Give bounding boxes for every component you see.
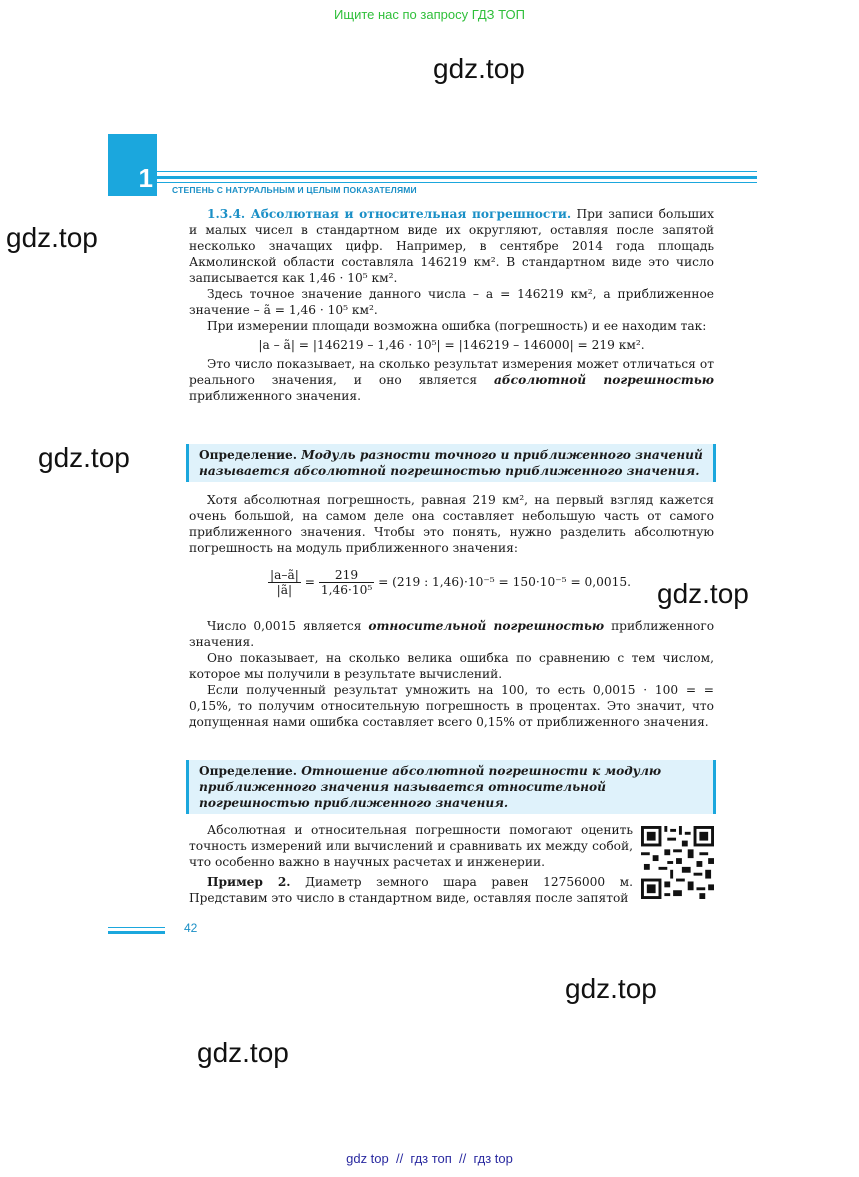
paragraph: Оно показывает, на сколько велика ошибка по сравнению с тем числом, которое мы получили в результате вычислений.	[189, 651, 714, 681]
watermark: gdz.top	[197, 1037, 289, 1068]
watermark: gdz.top	[433, 53, 525, 84]
header-rule	[157, 182, 757, 183]
definition-text: Отношение абсолютной погрешности к модулю приближенного значения называется относительной погрешностью приближенного значения.	[199, 764, 662, 810]
paragraph: При записи больших и малых чисел в стандартном виде их округляют, оставляя после запятой несколько значащих цифр. Например, в сентябре 2014 года площадь Акмолинской области составляла 146219 км². В стандартном виде это число записывается как 1,46 · 10⁵ км².	[189, 207, 714, 285]
watermark: gdz.top	[38, 442, 130, 473]
paragraph: Диаметр земного шара равен 12756000 м. Представим это число в стандартном виде, оставляя после запятой	[189, 875, 633, 905]
chapter-number: 1	[138, 163, 153, 193]
watermark: gdz.top	[657, 578, 749, 609]
section-body	[189, 492, 714, 556]
example-label: Пример 2.	[207, 875, 291, 889]
definition-box	[186, 760, 716, 814]
section-body	[189, 822, 633, 906]
section-heading: 1.3.4. Абсолютная и относительная погрешности.	[207, 207, 572, 221]
term-absolute-error: абсолютной погрешностью	[493, 373, 715, 387]
chapter-title: СТЕПЕНЬ С НАТУРАЛЬНЫМ И ЦЕЛЫМ ПОКАЗАТЕЛЯМИ	[172, 185, 417, 195]
formula-absolute-error: |a – ã| = |146219 – 1,46 · 10⁵| = |146219 – 146000| = 219 км².	[258, 338, 645, 352]
footer-rule	[108, 931, 165, 934]
qr-code-icon[interactable]	[641, 826, 714, 899]
watermark: gdz.top	[565, 973, 657, 1004]
definition-box	[186, 444, 716, 482]
paragraph: Хотя абсолютная погрешность, равная 219 км², на первый взгляд кажется очень большой, на самом деле она составляет небольшую часть от самого приближенного значения. Чтобы это понять, нужно разделить абсолютную погрешность на модуль приближенного значения:	[189, 493, 714, 555]
paragraph: приближенного значения.	[189, 389, 361, 403]
section-body	[189, 618, 714, 730]
formula-relative-error: $\frac{|a-ã|}{|ã|}$ = $\frac{219}{\text{1,46·10⁵}}$ = (219 : 1,46)·10⁻⁵ = 150·10⁻⁵ = 0,0015.	[270, 568, 632, 597]
page-number: 42	[184, 921, 198, 935]
header-rule	[157, 171, 757, 172]
paragraph: приближенного значения.	[189, 619, 715, 649]
chapter-number-box	[108, 134, 157, 196]
paragraph: Это число показывает, на сколько результат измерения может отличаться от реального значения, и оно является	[189, 357, 714, 387]
term-relative-error: относительной погрешностью	[368, 619, 605, 633]
fraction: $\frac{219}{\text{1,46·10⁵}}$	[320, 568, 373, 597]
paragraph: Если полученный результат умножить на 100, то есть 0,0015 · 100 = = 0,15%, то получим относительную погрешность в процентах. Это значит, что допущенная нами ошибка составляет всего 0,15% от приближенного значения.	[189, 683, 714, 729]
fraction: $\frac{|a-ã|}{|ã|}$	[270, 568, 299, 597]
paragraph: При измерении площади возможна ошибка (погрешность) и ее находим так:	[207, 319, 707, 333]
paragraph: Число 0,0015 является	[207, 619, 362, 633]
footer-rule	[108, 927, 165, 928]
definition-text: Модуль разности точного и приближенного значений называется абсолютной погрешностью приближенного значения.	[199, 448, 703, 478]
definition-label: Определение.	[199, 764, 297, 778]
footer-links[interactable]: gdz top // гдз топ // гдз top	[346, 1151, 513, 1166]
paragraph: Абсолютная и относительная погрешности помогают оценить точность измерений или вычислений и сравнивать их между собой, что особенно важно в научных расчетах и инженерии.	[189, 823, 633, 869]
watermark: gdz.top	[6, 222, 98, 253]
section-body	[189, 206, 714, 404]
top-search-link[interactable]: Ищите нас по запросу ГДЗ ТОП	[334, 7, 525, 22]
header-rule	[157, 176, 757, 179]
definition-label: Определение.	[199, 448, 297, 462]
paragraph: Здесь точное значение данного числа – a = 146219 км², а приближенное значение – ã = 1,46 · 10⁵ км².	[189, 287, 714, 317]
